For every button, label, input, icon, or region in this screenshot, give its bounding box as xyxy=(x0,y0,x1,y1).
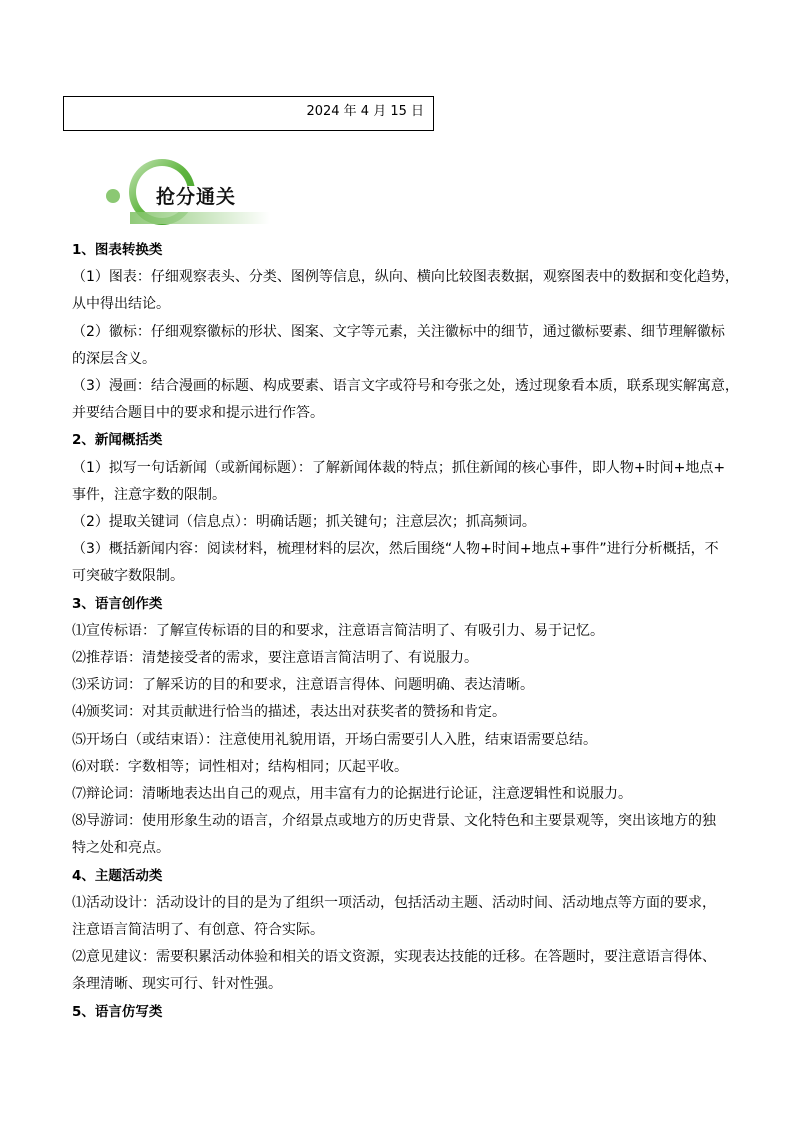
date-box xyxy=(63,96,434,131)
paragraph-line: 条理清晰、现实可行、针对性强。 xyxy=(72,976,282,993)
date-text: 2024 年 4 月 15 日 xyxy=(306,104,424,119)
heading-language-creation: 3、语言创作类 xyxy=(72,595,163,612)
paragraph-line: ⑵推荐语：清楚接受者的需求，要注意语言简洁明了、有说服力。 xyxy=(72,650,478,667)
paragraph-line: 特之处和亮点。 xyxy=(72,840,170,857)
heading-language-imitation: 5、语言仿写类 xyxy=(72,1003,163,1020)
section-header xyxy=(104,158,274,230)
paragraph-line: ⑴活动设计：活动设计的目的是为了组织一项活动，包括活动主题、活动时间、活动地点等方面的要求， xyxy=(72,894,716,911)
heading-chart-conversion: 1、图表转换类 xyxy=(72,242,163,258)
paragraph-line: ⑴宣传标语：了解宣传标语的目的和要求，注意语言简洁明了、有吸引力、易于记忆。 xyxy=(72,622,604,639)
paragraph-line: （1）图表：仔细观察表头、分类、图例等信息，纵向、横向比较图表数据，观察图表中的数据和变化趋势， xyxy=(72,269,739,286)
paragraph-line: ⑶采访词：了解采访的目的和要求，注意语言得体、问题明确、表达清晰。 xyxy=(72,677,534,694)
heading-theme-activity: 4、主题活动类 xyxy=(72,867,163,884)
paragraph-line: ⑻导游词：使用形象生动的语言，介绍景点或地方的历史背景、文化特色和主要景观等，突出该地方的独 xyxy=(72,813,716,830)
paragraph-line: （2）徽标：仔细观察徽标的形状、图案、文字等元素，关注徽标中的细节，通过徽标要素、细节理解徽标 xyxy=(72,323,725,340)
paragraph-line: ⑵意见建议：需要积累活动体验和相关的语文资源，实现表达技能的迁移。在答题时，要注意语言得体、 xyxy=(72,949,716,966)
paragraph-line: （2）提取关键词（信息点）：明确话题；抓关键句；注意层次；抓高频词。 xyxy=(72,514,536,531)
paragraph-line: （3）概括新闻内容：阅读材料，梳理材料的层次，然后围绕“人物+时间+地点+事件”进行分析概括，不 xyxy=(72,541,719,558)
paragraph-line: （1）拟写一句话新闻（或新闻标题）：了解新闻体裁的特点；抓住新闻的核心事件，即人物+时间+地点+ xyxy=(72,459,726,476)
paragraph-line: 可突破字数限制。 xyxy=(72,568,184,585)
section-title: 抢分通关 xyxy=(156,186,237,208)
paragraph-line: ⑷颁奖词：对其贡献进行恰当的描述，表达出对获奖者的赞扬和肯定。 xyxy=(72,704,506,721)
paragraph-line: 从中得出结论。 xyxy=(72,296,170,313)
paragraph-line: 并要结合题目中的要求和提示进行作答。 xyxy=(72,405,324,422)
paragraph-line: 注意语言简洁明了、有创意、符合实际。 xyxy=(72,922,324,939)
paragraph-line: （3）漫画：结合漫画的标题、构成要素、语言文字或符号和夸张之处，透过现象看本质，联系现实解寓意， xyxy=(72,378,739,395)
heading-news-summary: 2、新闻概括类 xyxy=(72,432,163,449)
paragraph-line: 的深层含义。 xyxy=(72,350,156,367)
paragraph-line: ⑺辩论词：清晰地表达出自己的观点，用丰富有力的论据进行论证，注意逻辑性和说服力。 xyxy=(72,786,632,803)
content-body xyxy=(72,237,739,1026)
paragraph-line: ⑹对联：字数相等；词性相对；结构相同；仄起平收。 xyxy=(72,758,408,775)
paragraph-line: 事件，注意字数的限制。 xyxy=(72,486,226,503)
paragraph-line: ⑸开场白（或结束语）：注意使用礼貌用语，开场白需要引人入胜，结束语需要总结。 xyxy=(72,731,597,748)
